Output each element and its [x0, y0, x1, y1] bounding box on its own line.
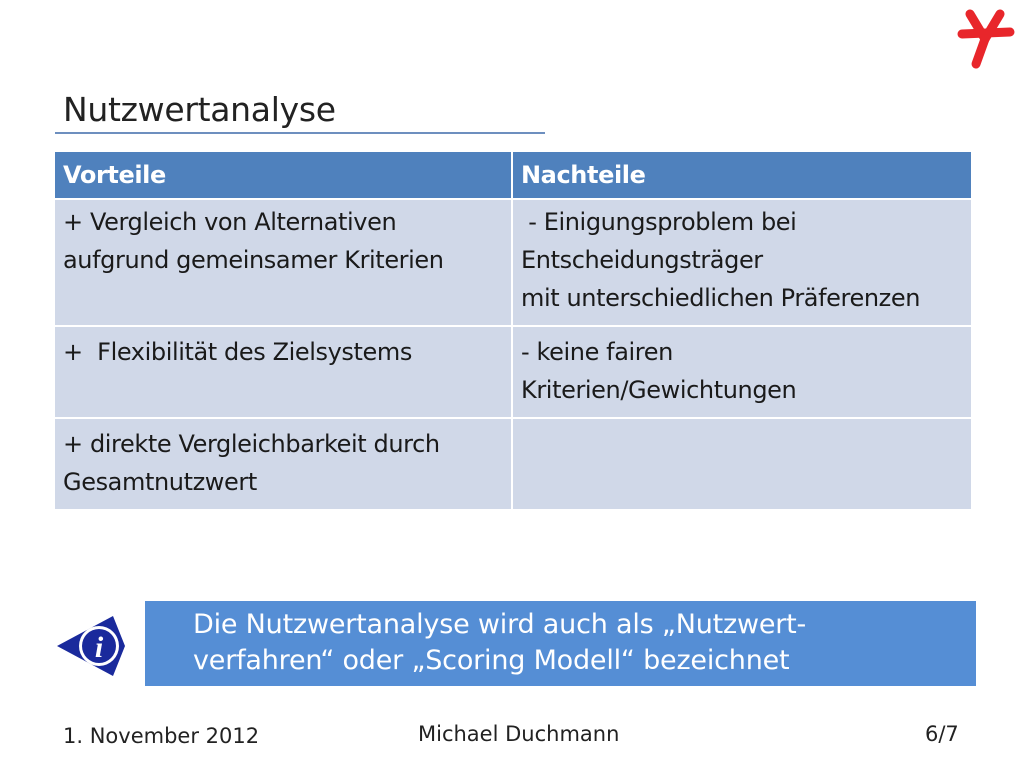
footer-page-number: 6/7	[925, 722, 959, 746]
cell-line: Gesamtnutzwert	[63, 468, 257, 496]
cell-vorteile	[54, 326, 512, 418]
cell-vorteile	[54, 199, 512, 326]
cell-line: + Vergleich von Alternativen	[63, 208, 397, 236]
table-row	[54, 418, 972, 510]
info-line: verfahren“ oder „Scoring Modell“ bezeichnet	[193, 645, 790, 676]
footer-author: Michael Duchmann	[418, 722, 620, 746]
cell-line: Entscheidungsträger	[521, 246, 763, 274]
info-line: Die Nutzwertanalyse wird auch als „Nutzwert-	[193, 609, 807, 640]
info-text	[193, 607, 806, 679]
cell-line: mit unterschiedlichen Präferenzen	[521, 284, 921, 312]
cell-line: aufgrund gemeinsamer Kriterien	[63, 246, 444, 274]
header-vorteile: Vorteile	[54, 151, 512, 199]
cell-line: + direkte Vergleichbarkeit durch	[63, 430, 440, 458]
title-underline	[55, 132, 545, 134]
red-asterisk-logo-icon	[954, 8, 1016, 70]
cell-line: - keine fairen	[521, 338, 673, 366]
cell-line: - Einigungsproblem bei	[521, 208, 797, 236]
svg-text:i: i	[94, 631, 104, 664]
cell-line: + Flexibilität des Zielsystems	[63, 338, 412, 366]
footer-date: 1. November 2012	[63, 724, 260, 748]
table-row	[54, 199, 972, 326]
header-nachteile: Nachteile	[512, 151, 972, 199]
cell-line: Kriterien/Gewichtungen	[521, 376, 797, 404]
comparison-table	[53, 150, 973, 511]
info-callout	[145, 601, 976, 686]
info-eye-icon	[55, 610, 127, 682]
table-header-row	[54, 151, 972, 199]
slide-title: Nutzwertanalyse	[63, 90, 336, 129]
table-row	[54, 326, 972, 418]
cell-nachteile-empty	[512, 418, 972, 510]
cell-nachteile	[512, 199, 972, 326]
cell-nachteile	[512, 326, 972, 418]
cell-vorteile	[54, 418, 512, 510]
